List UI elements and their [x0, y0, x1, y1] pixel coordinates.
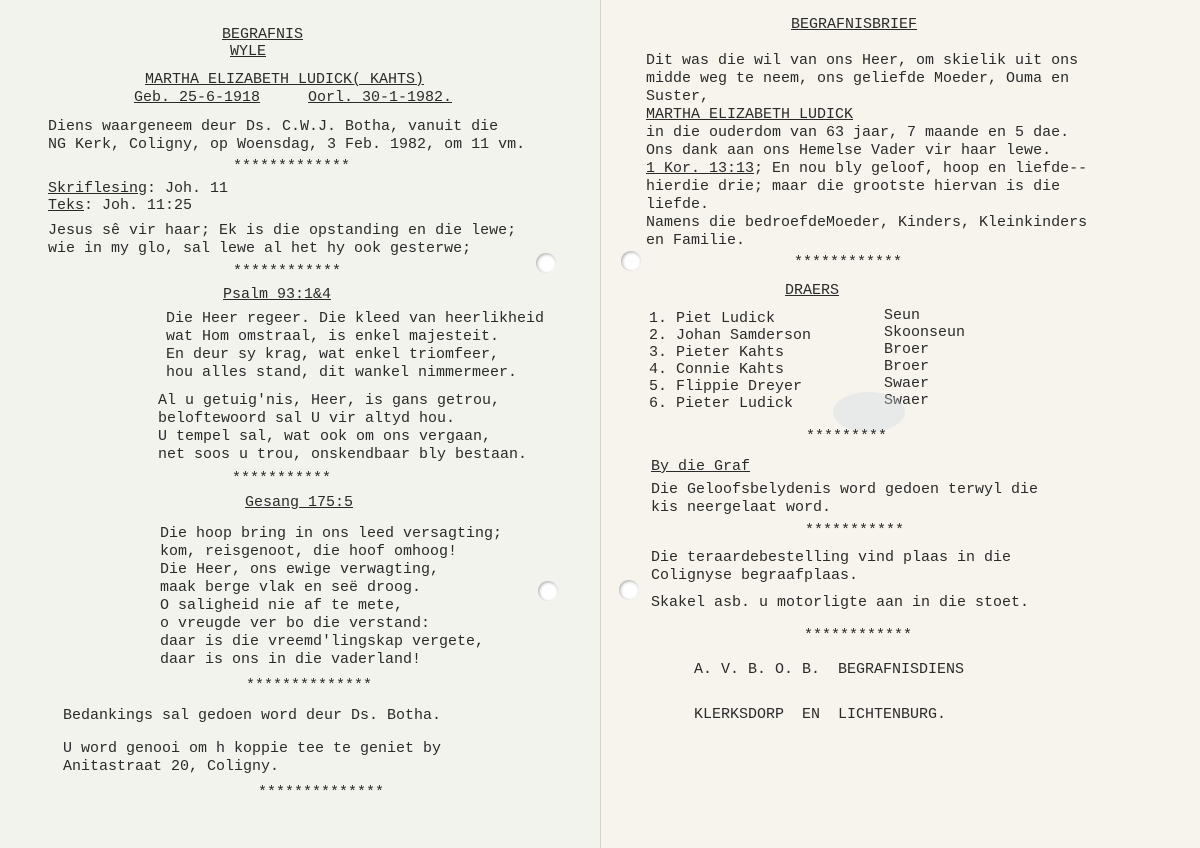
- gesang-line: kom, reisgenoot, die hoof omhoog!: [160, 543, 458, 560]
- psalm-line: U tempel sal, wat ook om ons vergaan,: [158, 428, 492, 445]
- letter-title: BEGRAFNISBRIEF: [791, 16, 918, 33]
- psalm-line: hou alles stand, dit wankel nimmermeer.: [166, 364, 518, 381]
- age-line: in die ouderdom van 63 jaar, 7 maande en 5 dae.: [646, 124, 1070, 141]
- burial-line: Colignyse begraafplaas.: [651, 567, 859, 584]
- burial-line: Die teraardebestelling vind plaas in die: [651, 549, 1012, 566]
- scripture-value: : Joh. 11: [147, 180, 229, 197]
- gesang-line: maak berge vlak en seë droog.: [160, 579, 422, 596]
- punch-hole: [619, 580, 639, 600]
- thanks-note: Bedankings sal gedoen word deur Ds. Botha.: [63, 707, 442, 724]
- bearer-relation: Skoonseun: [884, 324, 966, 341]
- grave-line: kis neergelaat word.: [651, 499, 832, 516]
- deceased-name: MARTHA ELIZABETH LUDICK: [646, 106, 854, 123]
- psalm-line: beloftewoord sal U vir altyd hou.: [158, 410, 456, 427]
- bearer-name: 6. Pieter Ludick: [649, 395, 794, 412]
- scripture-ref: 1 Kor. 13:13: [646, 160, 755, 177]
- grave-title: By die Graf: [651, 458, 751, 475]
- ink-smudge: [833, 392, 905, 432]
- separator: ************: [804, 627, 913, 644]
- thanks-line: Ons dank aan ons Hemelse Vader vir haar lewe.: [646, 142, 1052, 159]
- psalm-line: En deur sy krag, wat enkel triomfeer,: [166, 346, 500, 363]
- bearer-name: 1. Piet Ludick: [649, 310, 776, 327]
- bearer-relation: Broer: [884, 358, 930, 375]
- intro-line: Dit was die wil van ons Heer, om skielik uit ons: [646, 52, 1079, 69]
- gesang-line: o vreugde ver bo die verstand:: [160, 615, 431, 632]
- scripture-reading: [48, 180, 228, 197]
- grave-line: Die Geloofsbelydenis word gedoen terwyl die: [651, 481, 1039, 498]
- psalm-line: net soos u trou, onskendbaar bly bestaan.: [158, 446, 528, 463]
- behalf-line: Namens die bedroefdeMoeder, Kinders, Kleinkinders: [646, 214, 1088, 231]
- verse-line: Jesus sê vir haar; Ek is die opstanding en die lewe;: [48, 222, 517, 239]
- psalm-line: Al u getuig'nis, Heer, is gans getrou,: [158, 392, 501, 409]
- gesang-line: daar is ons in die vaderland!: [160, 651, 422, 668]
- separator: ************: [233, 263, 342, 280]
- bearer-relation: Broer: [884, 341, 930, 358]
- gesang-line: daar is die vreemd'lingskap vergete,: [160, 633, 485, 650]
- scripture-line: hierdie drie; maar die grootste hiervan is die: [646, 178, 1061, 195]
- invite-line: U word genooi om h koppie tee te geniet by: [63, 740, 442, 757]
- punch-hole: [538, 581, 558, 601]
- bearer-name: 5. Flippie Dreyer: [649, 378, 803, 395]
- gesang-line: Die hoop bring in ons leed versagting;: [160, 525, 503, 542]
- sermon-text: [48, 197, 192, 214]
- bearers-title: DRAERS: [785, 282, 840, 299]
- bearer-name: 2. Johan Samderson: [649, 327, 812, 344]
- text-value: : Joh. 11:25: [84, 197, 193, 214]
- scripture-text: ; En nou bly geloof, hoop en liefde--: [754, 160, 1088, 177]
- behalf-line: en Familie.: [646, 232, 746, 249]
- lights-note: Skakel asb. u motorligte aan in die stoet.: [651, 594, 1030, 611]
- psalm-line: wat Hom omstraal, is enkel majesteit.: [166, 328, 500, 345]
- undertaker-location: KLERKSDORP EN LICHTENBURG.: [694, 706, 947, 723]
- intro-line: midde weg te neem, ons geliefde Moeder, Ouma en: [646, 70, 1070, 87]
- scripture-line: liefde.: [646, 196, 710, 213]
- punch-hole: [536, 253, 556, 273]
- verse-line: wie in my glo, sal lewe al het hy ook gesterwe;: [48, 240, 472, 257]
- invite-line: Anitastraat 20, Coligny.: [63, 758, 280, 775]
- deceased-name: MARTHA ELIZABETH LUDICK( KAHTS): [145, 71, 425, 88]
- bearer-name: 3. Pieter Kahts: [649, 344, 785, 361]
- gesang-title: Gesang 175:5: [245, 494, 354, 511]
- gesang-line: Die Heer, ons ewige verwagting,: [160, 561, 440, 578]
- scripture-label: Skriflesing: [48, 180, 148, 197]
- separator: ***********: [232, 470, 332, 487]
- service-line: NG Kerk, Coligny, op Woensdag, 3 Feb. 1982, om 11 vm.: [48, 136, 526, 153]
- separator: ***********: [805, 522, 905, 539]
- bearer-relation: Seun: [884, 307, 921, 324]
- undertaker-name: A. V. B. O. B. BEGRAFNISDIENS: [694, 661, 965, 678]
- death-date: Oorl. 30-1-1982.: [308, 89, 453, 106]
- service-line: Diens waargeneem deur Ds. C.W.J. Botha, vanuit die: [48, 118, 499, 135]
- bearer-relation: Swaer: [884, 375, 930, 392]
- separator: *********: [806, 428, 888, 445]
- intro-line: Suster,: [646, 88, 710, 105]
- right-page: [600, 0, 1200, 848]
- punch-hole: [621, 251, 641, 271]
- gesang-line: O saligheid nie af te mete,: [160, 597, 404, 614]
- birth-date: Geb. 25-6-1918: [134, 89, 261, 106]
- separator: **************: [246, 677, 373, 694]
- text-label: Teks: [48, 197, 85, 214]
- bearer-relation: Swaer: [884, 392, 930, 409]
- psalm-line: Die Heer regeer. Die kleed van heerlikheid: [166, 310, 545, 327]
- scripture-quote: [646, 160, 1087, 177]
- title-begrafnis: BEGRAFNIS: [222, 26, 304, 43]
- psalm-title: Psalm 93:1&4: [223, 286, 332, 303]
- separator: **************: [258, 784, 385, 801]
- bearer-name: 4. Connie Kahts: [649, 361, 785, 378]
- separator: *************: [233, 158, 351, 175]
- title-wyle: WYLE: [230, 43, 267, 60]
- separator: ************: [794, 254, 903, 271]
